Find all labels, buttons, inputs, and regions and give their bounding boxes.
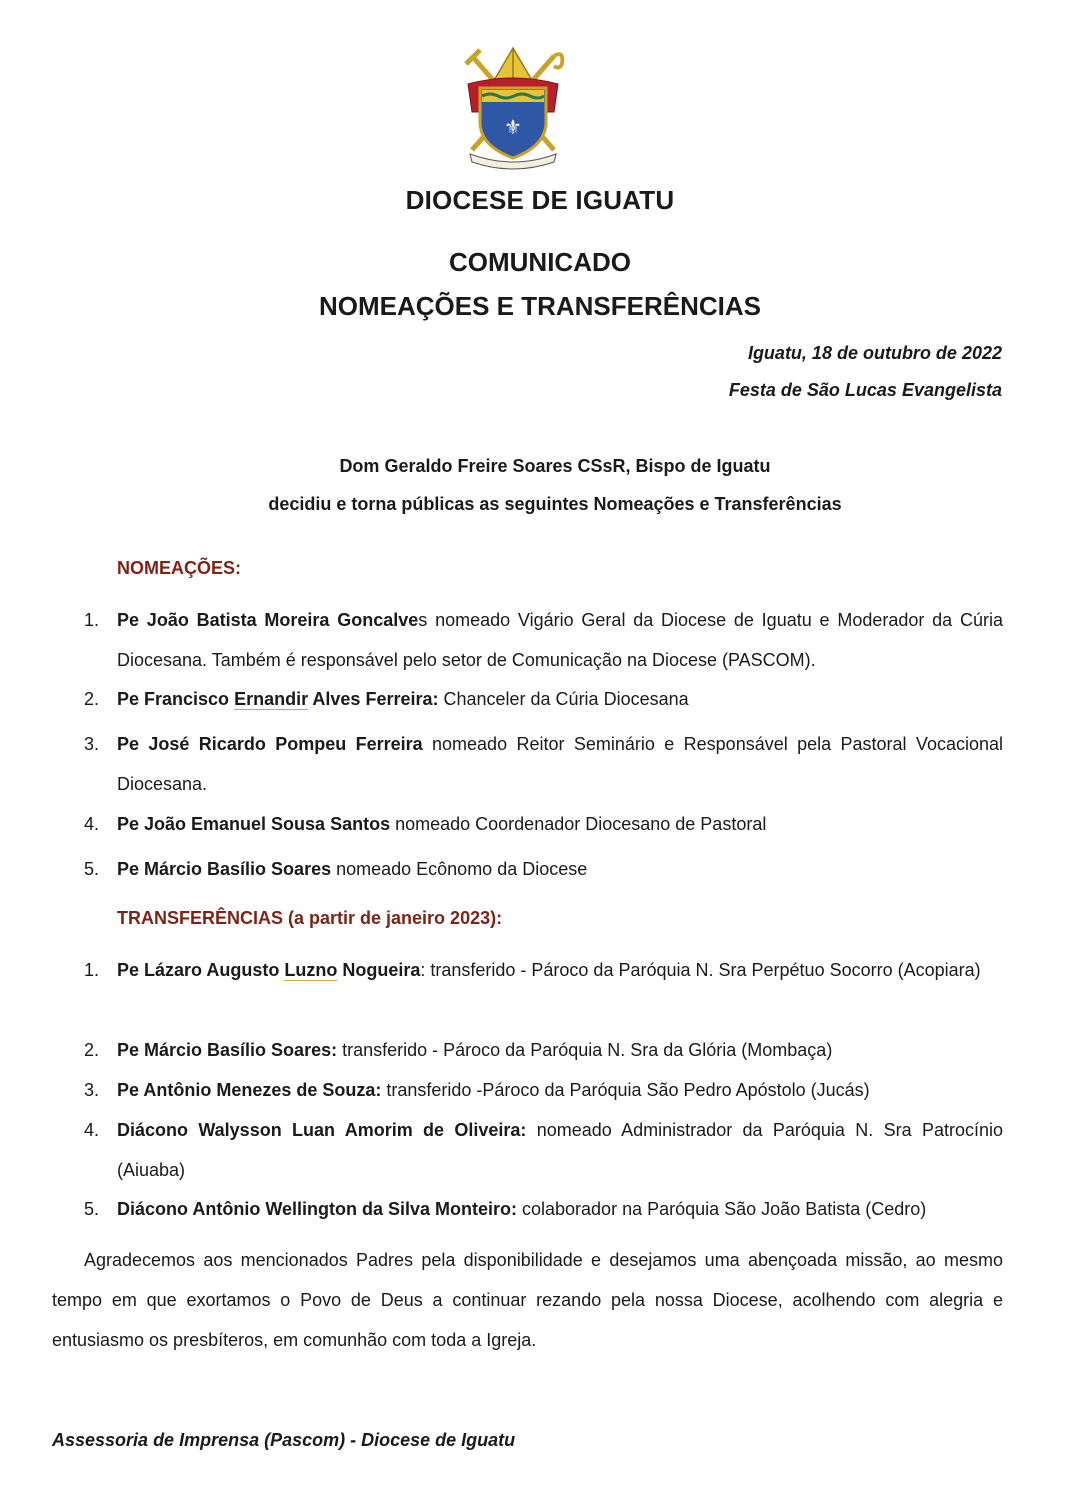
item-number: 1. [84,610,100,630]
closing-paragraph: Agradecemos aos mencionados Padres pela disponibilidade e desejamos uma abençoada missão, ao mesmo tempo em que exortamos o Povo de Deus a continuar rezando pela nossa Diocese, acolhendo com alegria e entusiasmo os presbíteros, em comunhão com toda a Igreja. [52,1250,1003,1350]
item-description: colaborador na Paróquia São João Batista (Cedro) [517,1199,927,1219]
item-text [117,679,1003,719]
item-description: nomeado Administrador da Paróquia N. Sra Patrocínio (Aiuaba) [117,1120,1003,1180]
item-text [117,950,1003,990]
person-name-flagged: Luzno [284,960,338,980]
person-name: Pe Antônio Menezes de Souza: [117,1080,382,1100]
item-text [117,849,1003,889]
item-number: 5. [84,1199,100,1219]
communique-label: COMUNICADO [449,247,631,277]
item-description: Chanceler da Cúria Diocesana [438,689,689,709]
person-name: Pe Francisco [117,689,235,709]
person-name: Diácono Walysson Luan Amorim de Oliveira: [117,1120,527,1140]
page-title: DIOCESE DE IGUATU [405,185,675,215]
item-number: 3. [84,1080,100,1100]
item-number: 3. [84,734,100,754]
footer-signature: Assessoria de Imprensa (Pascom) - Diocese de Iguatu [52,1430,516,1450]
section-heading-transferencias: TRANSFERÊNCIAS (a partir de janeiro 2023): [117,908,503,928]
item-number: 1. [84,960,100,980]
item-description: nomeado Reitor Seminário e Responsável pela Pastoral Vocacional Diocesana. [117,734,1003,794]
item-text [117,1189,1003,1229]
item-number: 5. [84,859,100,879]
person-name: Pe Márcio Basílio Soares [117,859,332,879]
person-name: Pe João Batista Moreira Goncalve [117,610,419,630]
item-text [117,724,1003,804]
document-date: Iguatu, 18 de outubro de 2022 [747,343,1002,363]
person-name: Alves Ferreira: [308,689,439,709]
feast-day: Festa de São Lucas Evangelista [728,380,1002,400]
item-text [117,600,1003,680]
document-subject: NOMEAÇÕES E TRANSFERÊNCIAS [318,291,762,321]
item-text [117,1110,1003,1190]
item-number: 4. [84,1120,100,1140]
decision-line: decidiu e torna públicas as seguintes Nomeações e Transferências [268,494,842,514]
person-name-flagged: Ernandir [234,689,309,709]
item-description: nomeado Ecônomo da Diocese [331,859,588,879]
item-text [117,1030,1003,1070]
item-description: nomeado Coordenador Diocesano de Pastoral [390,814,767,834]
diocese-crest-logo [458,42,568,170]
item-description: transferido - Pároco da Paróquia N. Sra da Glória (Mombaça) [337,1040,833,1060]
person-name: Pe José Ricardo Pompeu Ferreira [117,734,423,754]
section-heading-nomeacoes: NOMEAÇÕES: [117,558,242,578]
item-number: 4. [84,814,100,834]
person-name: Diácono Antônio Wellington da Silva Monteiro: [117,1199,517,1219]
item-text [117,1070,1003,1110]
person-name: Pe Márcio Basílio Soares: [117,1040,338,1060]
bishop-line: Dom Geraldo Freire Soares CSsR, Bispo de Iguatu [339,456,771,476]
item-text [117,804,1003,844]
person-name: Pe Lázaro Augusto [117,960,285,980]
person-name: Pe João Emanuel Sousa Santos [117,814,391,834]
item-description: : transferido - Pároco da Paróquia N. Sra Perpétuo Socorro (Acopiara) [420,960,981,980]
item-number: 2. [84,1040,100,1060]
item-description: s nomeado Vigário Geral da Diocese de Iguatu e Moderador da Cúria Diocesana. Também é responsável pelo setor de Comunicação na Diocese (PASCOM). [117,610,1003,670]
person-name: Nogueira [337,960,421,980]
item-number: 2. [84,689,100,709]
svg-text:⚜: ⚜ [504,115,522,139]
item-description: transferido -Pároco da Paróquia São Pedro Apóstolo (Jucás) [381,1080,870,1100]
